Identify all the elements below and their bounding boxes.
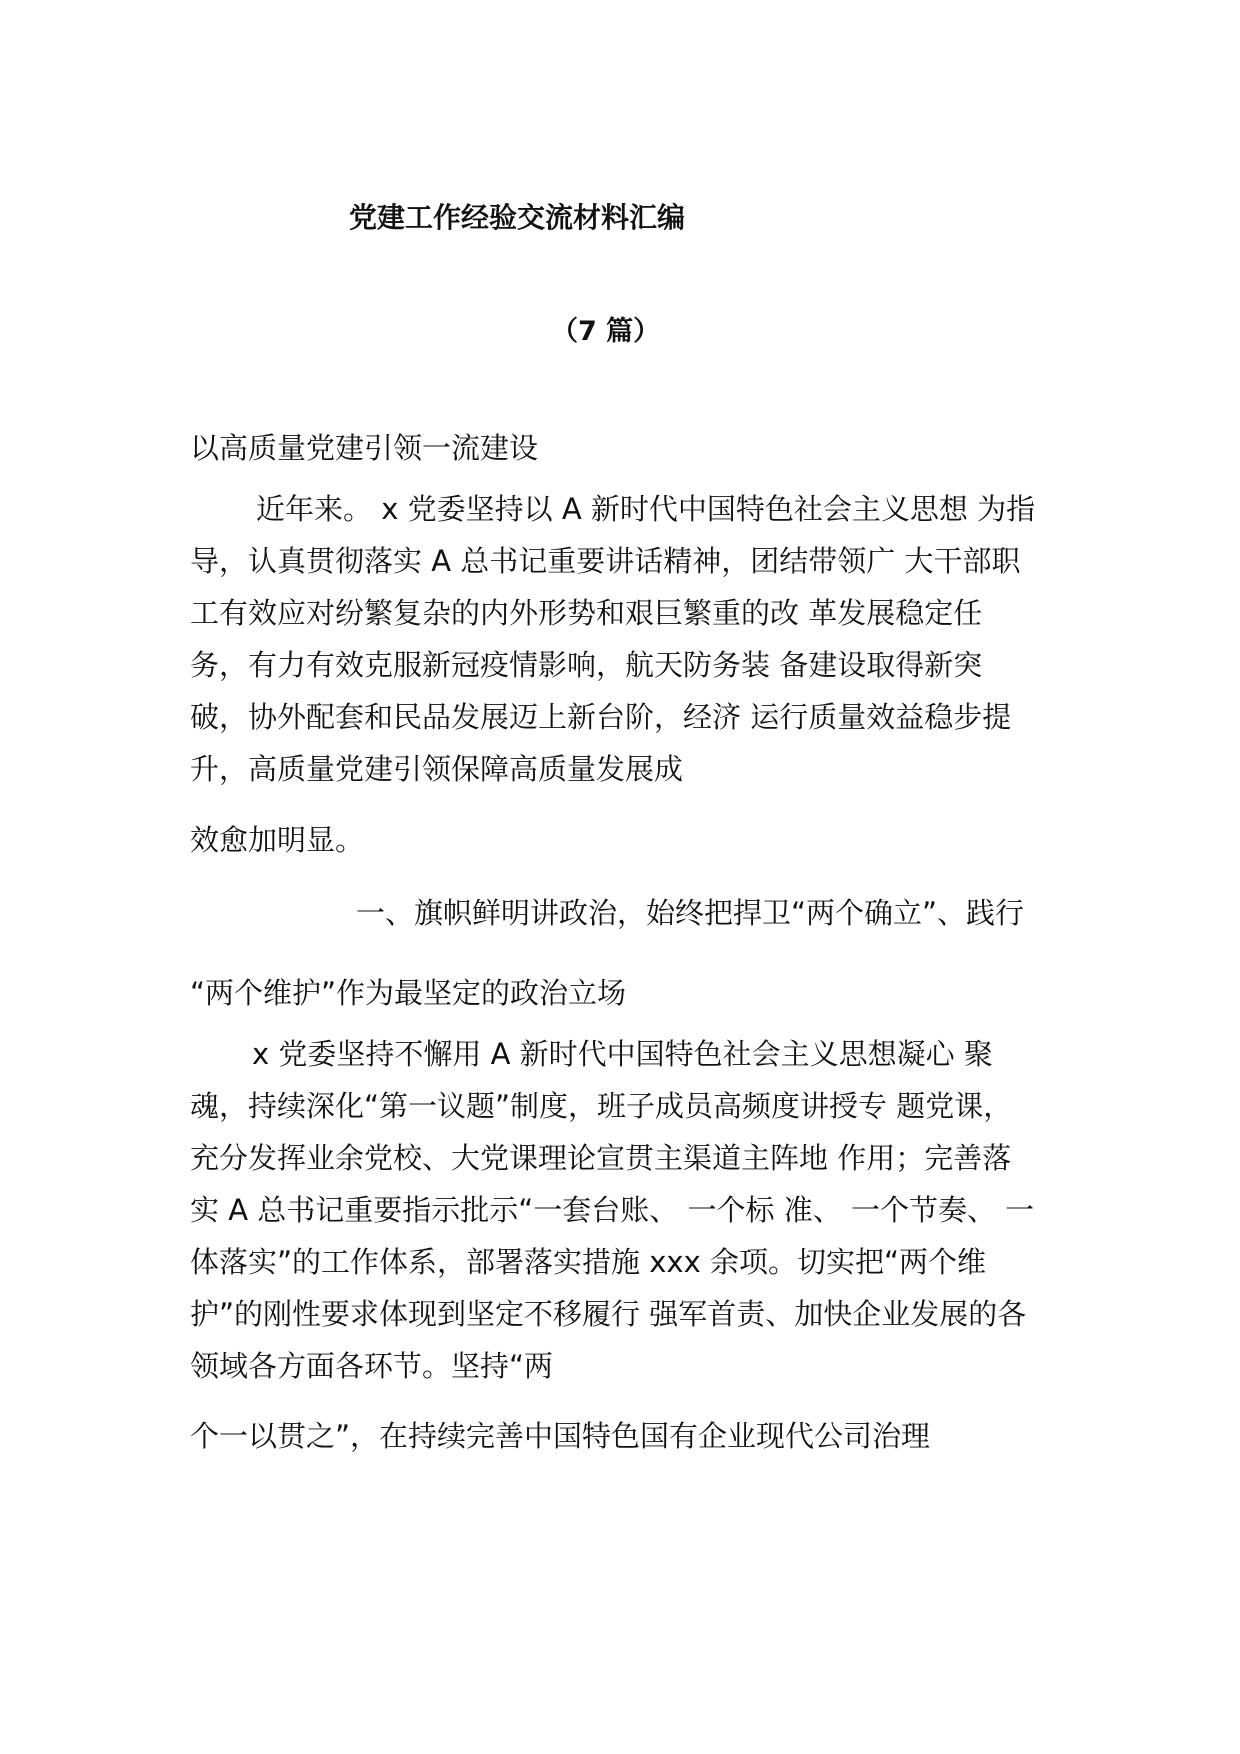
paragraph-line: 实 A 总书记重要指示批示“一套台账、 一个标 准、 一个节奏、 一 (190, 1193, 1035, 1227)
paragraph-line: 工有效应对纷繁复杂的内外形势和艰巨繁重的改 革发展稳定任 (190, 596, 983, 630)
paragraph-line: 体落实”的工作体系，部署落实措施 xxx 余项。切实把“两个维 (190, 1245, 986, 1279)
section-heading: “两个维护”作为最坚定的政治立场 (190, 976, 627, 1010)
paragraph-line: x 党委坚持不懈用 A 新时代中国特色社会主义思想凝心 聚 (252, 1037, 993, 1071)
paragraph-line: 破，协外配套和民品发展迈上新台阶，经济 运行质量效益稳步提 (190, 700, 1012, 734)
section-heading: 一、旗帜鲜明讲政治，始终把捍卫“两个确立”、践行 (356, 896, 1025, 930)
paragraph-line: 个一以贯之”，在持续完善中国特色国有企业现代公司治理 (190, 1419, 931, 1453)
paragraph-line: 护”的刚性要求体现到坚定不移履行 强军首责、加快企业发展的各 (190, 1297, 1027, 1331)
article-count: （7 篇） (551, 316, 661, 347)
paragraph-line: 魂，持续深化“第一议题”制度，班子成员高频度讲授专 题党课， (190, 1089, 1013, 1123)
paragraph-line: 充分发挥业余党校、大党课理论宣贯主渠道主阵地 作用；完善落 (190, 1141, 1012, 1175)
paragraph-line: 效愈加明显。 (190, 823, 365, 857)
paragraph-line: 导，认真贯彻落实 A 总书记重要讲话精神，团结带领广 大干部职 (190, 544, 1021, 578)
section-title: 以高质量党建引领一流建设 (190, 431, 539, 465)
paragraph-line: 务，有力有效克服新冠疫情影响，航天防务装 备建设取得新突 (190, 648, 983, 682)
paragraph-line: 领域各方面各环节。坚持“两 (190, 1349, 554, 1383)
paragraph-line: 升，高质量党建引领保障高质量发展成 (190, 752, 684, 786)
paragraph-line: 近年来。 x 党委坚持以 A 新时代中国特色社会主义思想 为指 (256, 492, 1036, 526)
document-title: 党建工作经验交流材料汇编 (349, 201, 686, 234)
